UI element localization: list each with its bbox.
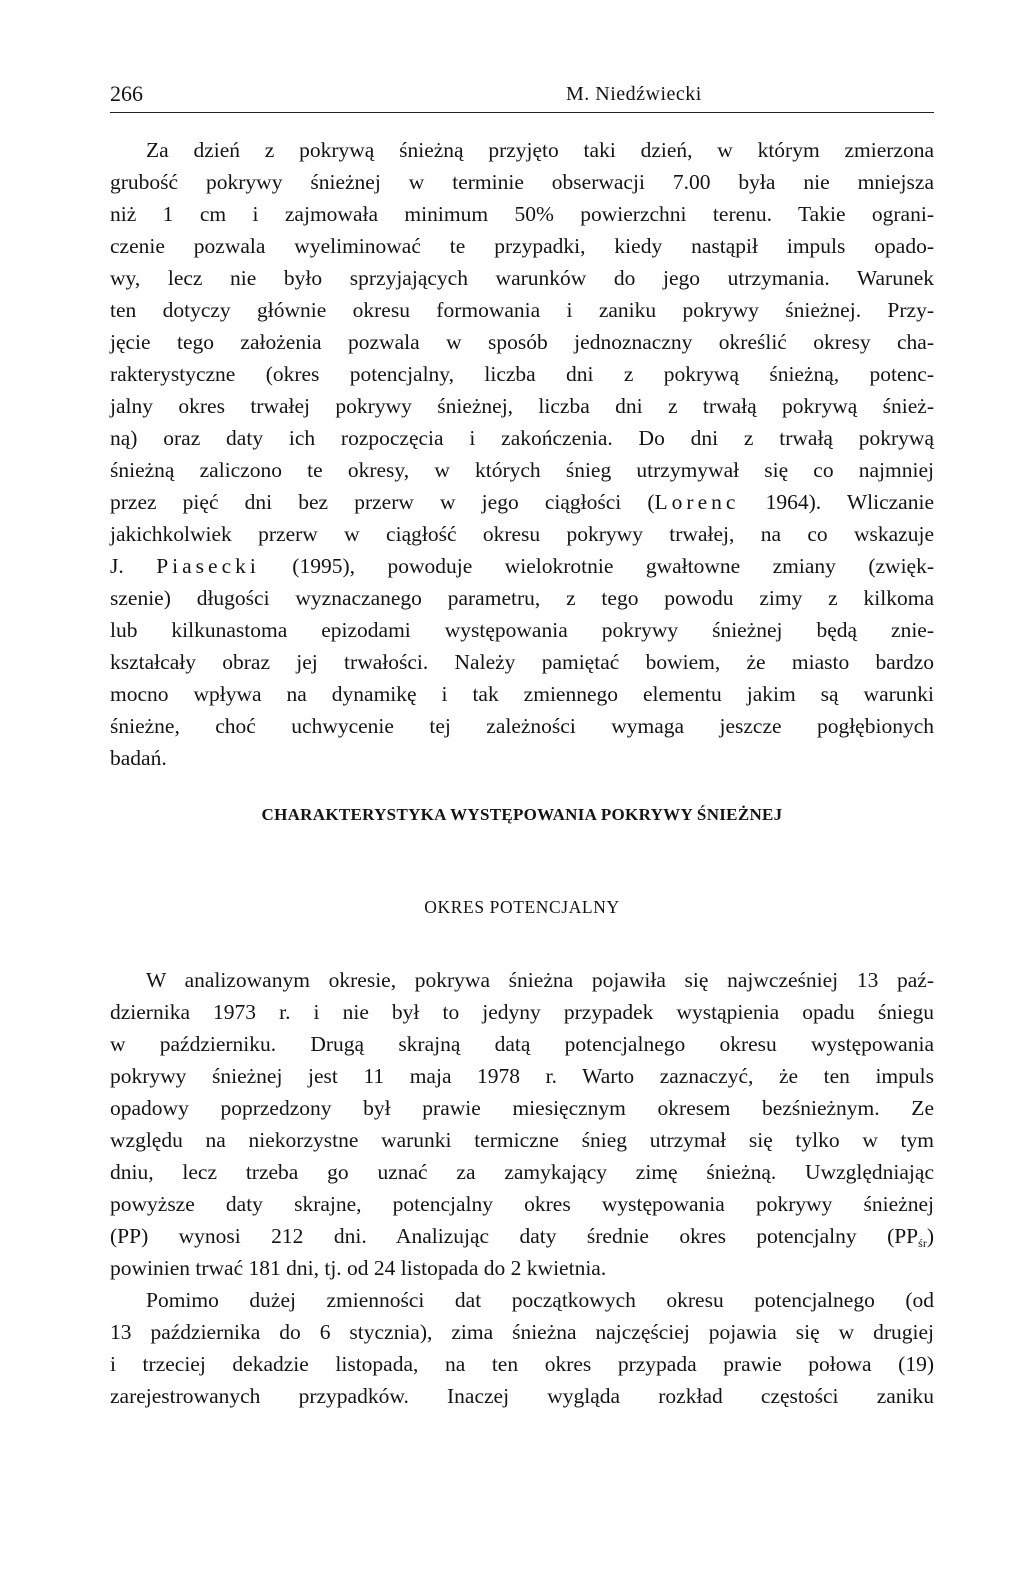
- text-segment: 1964). Wliczanie: [739, 490, 934, 514]
- text-line: powinien trwać 181 dni, tj. od 24 listopada do 2 kwietnia.: [110, 1256, 607, 1280]
- text-line: śnieżną zaliczono te okresy, w których śnieg utrzymywał się co najmniej: [110, 458, 934, 482]
- subscript: śr: [918, 1236, 927, 1250]
- page-number: 266: [110, 81, 143, 106]
- paragraph-potential-period: [110, 964, 934, 1412]
- text-line: mocno wpływa na dynamikę i tak zmiennego elementu jakim są warunki: [110, 682, 934, 706]
- text-line: niż 1 cm i zajmowała minimum 50% powierzchni terenu. Takie ograni-: [110, 202, 934, 226]
- text-line: lub kilkunastoma epizodami występowania pokrywy śnieżnej będą znie-: [110, 618, 934, 642]
- text-line: W analizowanym okresie, pokrywa śnieżna pojawiła się najwcześniej 13 paź-: [146, 968, 934, 992]
- text-line: Pomimo dużej zmienności dat początkowych okresu potencjalnego (od: [146, 1288, 934, 1312]
- text-line: szenie) długości wyznaczanego parametru, z tego powodu zimy z kilkoma: [110, 586, 934, 610]
- text-line: jęcie tego założenia pozwala w sposób jednoznaczny określić okresy cha-: [110, 330, 934, 354]
- text-line: dniu, lecz trzeba go uznać za zamykający zimę śnieżną. Uwzględniając: [110, 1160, 934, 1184]
- section-heading: CHARAKTERYSTYKA WYSTĘPOWANIA POKRYWY ŚNIEŻNEJ: [261, 805, 783, 824]
- running-head-author: M. Niedźwiecki: [566, 83, 702, 105]
- text-line: Za dzień z pokrywą śnieżną przyjęto taki dzień, w którym zmierzona: [146, 138, 934, 162]
- text-line: i trzeciej dekadzie listopada, na ten okres przypada prawie połowa (19): [110, 1352, 934, 1376]
- subsection-heading: OKRES POTENCJALNY: [424, 897, 620, 917]
- text-line: ten dotyczy głównie okresu formowania i zaniku pokrywy śnieżnej. Przy-: [110, 298, 934, 322]
- text-line: 13 października do 6 stycznia), zima śnieżna najczęściej pojawia się w drugiej: [110, 1320, 934, 1344]
- text-line: jakichkolwiek przerw w ciągłość okresu pokrywy trwałej, na co wskazuje: [110, 522, 934, 546]
- paragraph-snow-day-definition: [110, 134, 934, 774]
- text-line: wy, lecz nie było sprzyjających warunków do jego utrzymania. Warunek: [110, 266, 934, 290]
- cited-author-name: Lorenc: [654, 490, 740, 514]
- text-segment: (1995), powoduje wielokrotnie gwałtowne zmiany (zwięk-: [259, 554, 934, 578]
- text-line: [110, 1220, 934, 1252]
- text-segment: ): [926, 1224, 934, 1248]
- text-line: pokrywy śnieżnej jest 11 maja 1978 r. Warto zaznaczyć, że ten impuls: [110, 1064, 934, 1088]
- text-line: [110, 550, 934, 582]
- text-line: grubość pokrywy śnieżnej w terminie obserwacji 7.00 była nie mniejsza: [110, 170, 934, 194]
- text-line: kształcały obraz jej trwałości. Należy pamiętać bowiem, że miasto bardzo: [110, 650, 934, 674]
- text-segment: (PP) wynosi 212 dni. Analizując daty średnie okres potencjalny (PP: [110, 1224, 919, 1248]
- text-line: w październiku. Drugą skrajną datą potencjalnego okresu występowania: [110, 1032, 934, 1056]
- text-line: jalny okres trwałej pokrywy śnieżnej, liczba dni z trwałą pokrywą śnież-: [110, 394, 934, 418]
- text-line: opadowy poprzedzony był prawie miesięcznym okresem bezśnieżnym. Ze: [110, 1096, 934, 1120]
- text-line: śnieżne, choć uchwycenie tej zależności wymaga jeszcze pogłębionych: [110, 714, 934, 738]
- text-line: względu na niekorzystne warunki termiczne śnieg utrzymał się tylko w tym: [110, 1128, 934, 1152]
- text-line: dziernika 1973 r. i nie był to jedyny przypadek wystąpienia opadu śniegu: [110, 1000, 934, 1024]
- text-line: ną) oraz daty ich rozpoczęcia i zakończenia. Do dni z trwałą pokrywą: [110, 426, 934, 450]
- text-segment: J.: [110, 554, 157, 578]
- running-head: [110, 80, 934, 113]
- text-line: rakterystyczne (okres potencjalny, liczba dni z pokrywą śnieżną, potenc-: [110, 362, 934, 386]
- text-segment: przez pięć dni bez przerw w jego ciągłości (: [110, 490, 655, 514]
- text-line: zarejestrowanych przypadków. Inaczej wygląda rozkład częstości zaniku: [110, 1384, 934, 1408]
- text-line: [110, 486, 934, 518]
- text-line: badań.: [110, 746, 167, 770]
- text-line: czenie pozwala wyeliminować te przypadki, kiedy nastąpił impuls opado-: [110, 234, 934, 258]
- text-line: powyższe daty skrajne, potencjalny okres występowania pokrywy śnieżnej: [110, 1192, 934, 1216]
- cited-author-name: Piasecki: [156, 554, 260, 578]
